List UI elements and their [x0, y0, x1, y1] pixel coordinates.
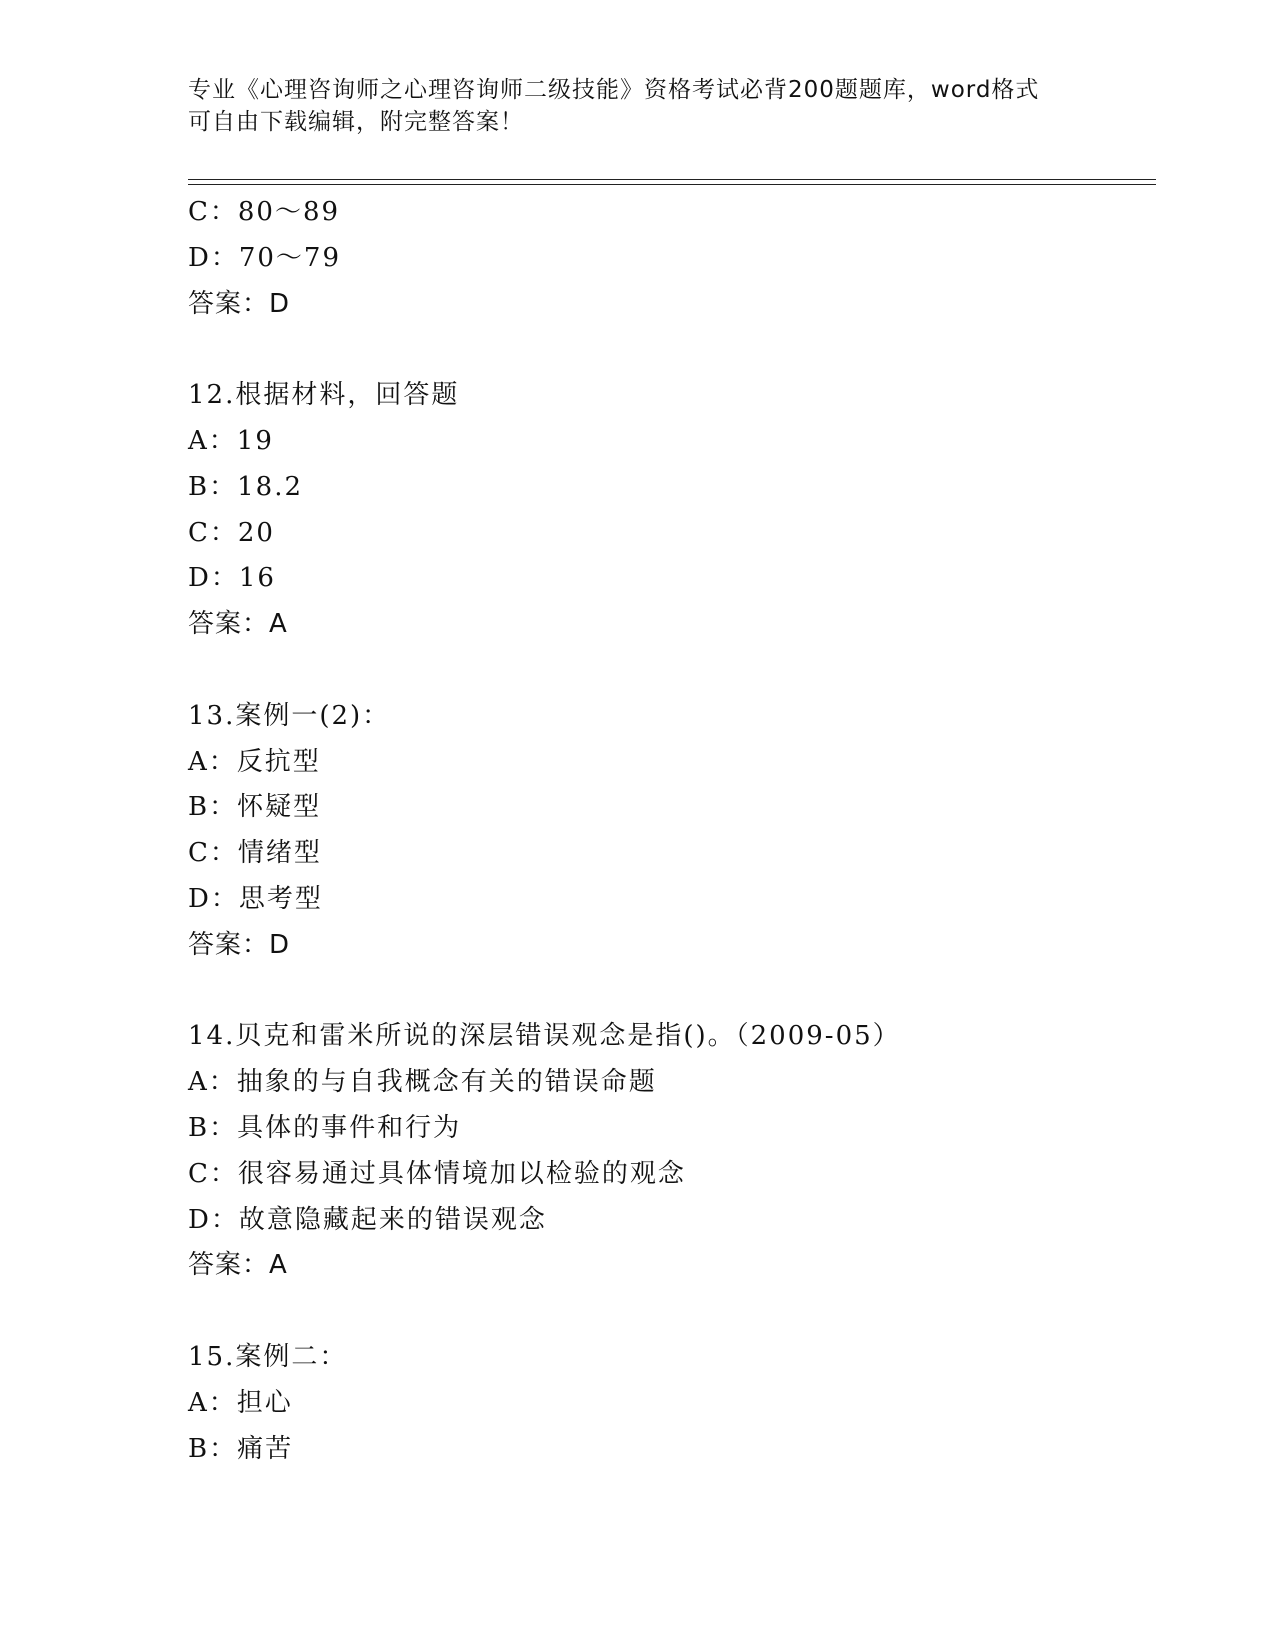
option-c: C：情绪型	[188, 838, 322, 869]
option-a: A：19	[188, 425, 274, 456]
option-a: A：抽象的与自我概念有关的错误命题	[188, 1067, 657, 1098]
question-stem: 13.案例一(2)：	[188, 700, 391, 731]
option-b: B：18.2	[188, 471, 303, 502]
question-12	[188, 373, 1148, 648]
question-stem: 15.案例二：	[188, 1341, 348, 1372]
answer-line: 答案：A	[188, 1250, 288, 1281]
option-d: D：故意隐藏起来的错误观念	[188, 1204, 547, 1235]
spacer	[188, 327, 1148, 373]
option-d: D：16	[188, 563, 276, 594]
header-divider-bottom	[188, 184, 1156, 185]
question-stem: 12.根据材料，回答题	[188, 380, 460, 411]
question-13	[188, 694, 1148, 969]
answer-line: 答案：D	[188, 288, 291, 319]
option-d: D：70～79	[188, 242, 342, 273]
option-d: D：思考型	[188, 883, 323, 914]
question-14	[188, 1014, 1148, 1289]
spacer	[188, 969, 1148, 1015]
option-c: C：80～89	[188, 197, 341, 227]
header-divider-top	[188, 179, 1156, 180]
question-11-continued	[188, 190, 1148, 327]
question-list	[188, 190, 1148, 1472]
option-b: B：具体的事件和行为	[188, 1112, 462, 1143]
option-c: C：20	[188, 517, 275, 548]
document-header	[188, 74, 1088, 138]
option-b: B：怀疑型	[188, 792, 322, 823]
answer-line: 答案：D	[188, 929, 291, 960]
option-b: B：痛苦	[188, 1433, 294, 1464]
header-line-1: 专业《心理咨询师之心理咨询师二级技能》资格考试必背200题题库，word格式	[188, 77, 1040, 103]
option-a: A：担心	[188, 1387, 293, 1418]
answer-line: 答案：A	[188, 609, 288, 640]
spacer	[188, 1289, 1148, 1335]
question-stem: 14.贝克和雷米所说的深层错误观念是指()。（2009-05）	[188, 1021, 901, 1052]
option-a: A：反抗型	[188, 746, 321, 777]
question-15	[188, 1335, 1148, 1472]
spacer	[188, 648, 1148, 694]
header-line-2: 可自由下载编辑，附完整答案！	[188, 109, 524, 135]
option-c: C：很容易通过具体情境加以检验的观念	[188, 1158, 686, 1189]
